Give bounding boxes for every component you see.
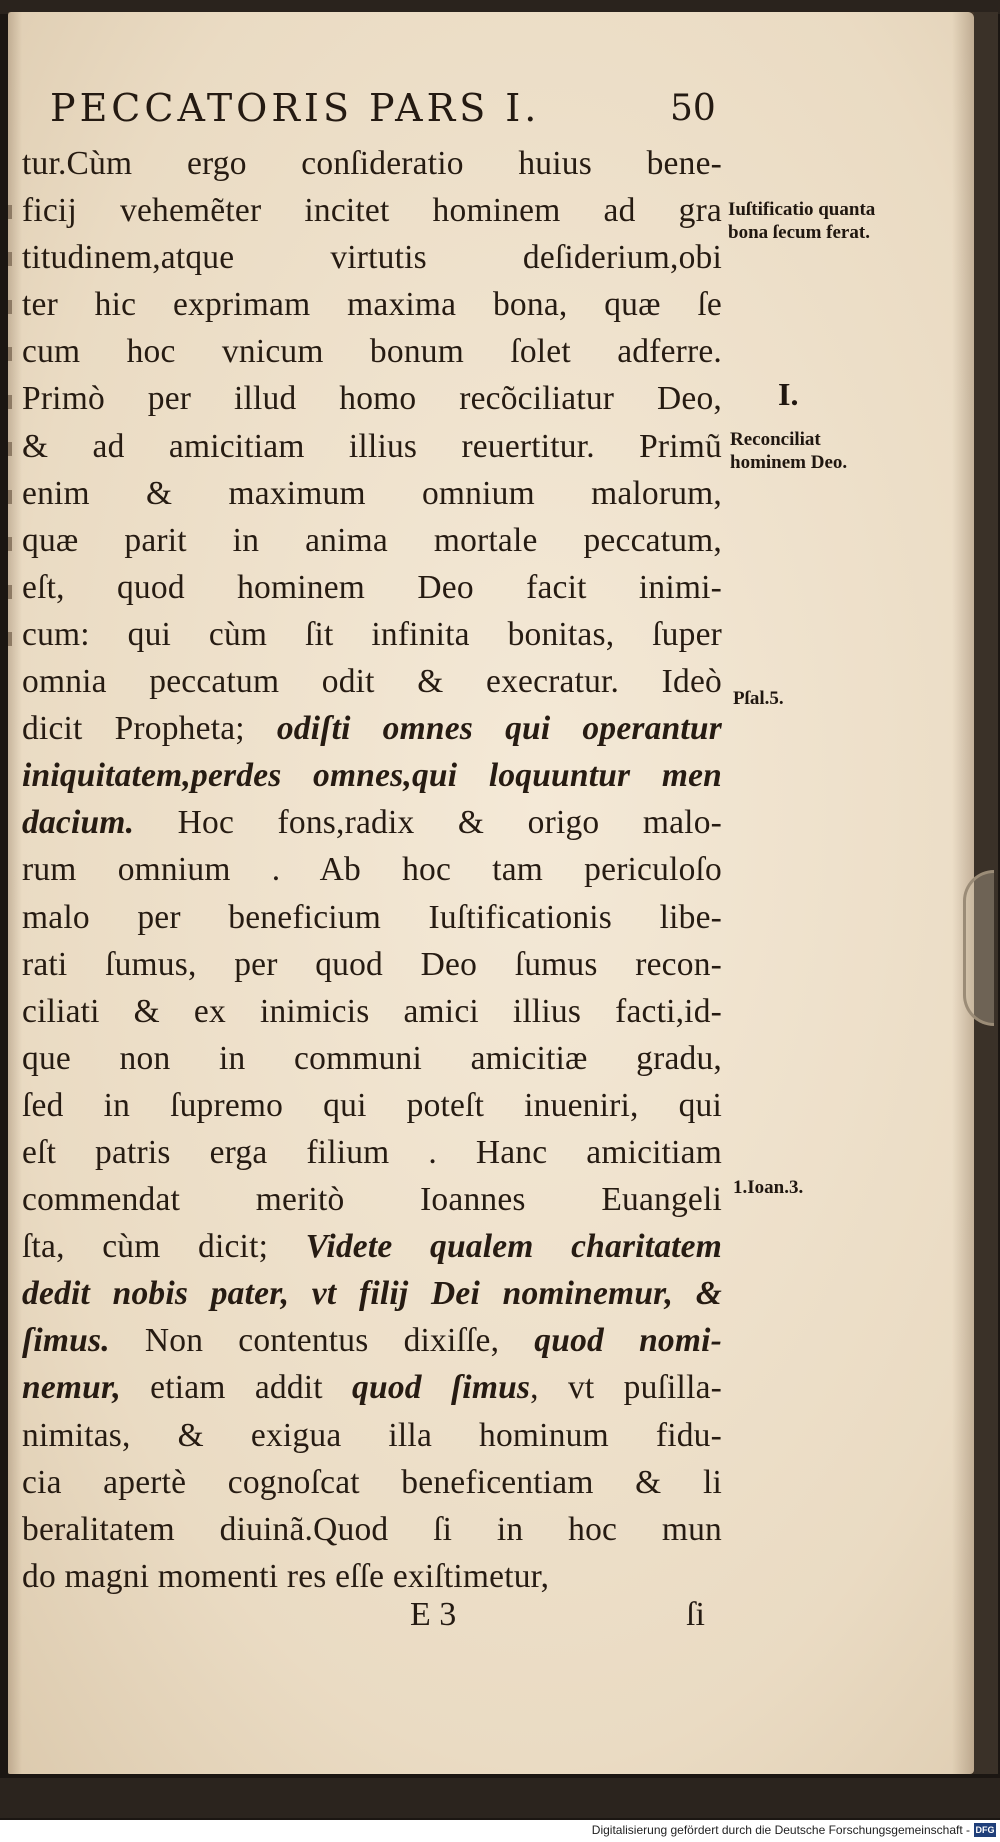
- roman-segment: ficij vehemẽter incitet hominem ad gra: [22, 192, 722, 230]
- text-line: [22, 1082, 722, 1129]
- text-line-content: [22, 375, 722, 422]
- italic-segment: dacium.: [22, 804, 135, 842]
- roman-segment: beralitatem diuinã.Quod ſi in hoc mun: [22, 1510, 722, 1548]
- roman-segment: ſta, cùm dicit;: [22, 1228, 306, 1266]
- roman-segment: quæ parit in anima mortale peccatum,: [22, 521, 722, 559]
- roman-segment: ſed in ſupremo qui poteſt inueniri, qui: [22, 1086, 722, 1124]
- italic-segment: ſimus.: [22, 1322, 110, 1360]
- text-line: [22, 281, 722, 328]
- text-line-content: [22, 1082, 722, 1129]
- roman-segment: rum omnium . Ab hoc tam periculoſo: [22, 851, 722, 889]
- italic-segment: odiſti omnes qui operantur: [276, 710, 722, 748]
- page-clip: [963, 870, 994, 1026]
- margin-note-psalm: Pſal.5.: [733, 688, 784, 709]
- roman-segment: dicit Propheta;: [22, 710, 277, 748]
- text-line-content: [22, 187, 722, 234]
- margin-mark: [8, 347, 12, 361]
- roman-segment: commendat meritò Ioannes Euangeli: [22, 1181, 722, 1219]
- text-line-content: [22, 658, 722, 705]
- text-line: [22, 140, 722, 187]
- text-line: [22, 846, 722, 893]
- text-line: [22, 1317, 722, 1364]
- margin-mark: [8, 490, 12, 504]
- roman-segment: que non in communi amicitiæ gradu,: [22, 1039, 722, 1077]
- footer-bar: [0, 1820, 1000, 1842]
- text-line-content: [22, 234, 722, 281]
- text-line: [22, 1035, 722, 1082]
- text-line-content: [22, 423, 722, 470]
- text-line-content: [22, 1412, 722, 1459]
- text-line-content: [22, 1459, 722, 1506]
- roman-segment: do magni momenti res eſſe exiſtimetur,: [22, 1557, 550, 1595]
- text-line: [22, 1506, 722, 1553]
- margin-mark: [8, 395, 12, 409]
- roman-segment: titudinem,atque virtutis deſiderium,obi: [22, 239, 722, 277]
- margin-mark: [8, 632, 12, 646]
- text-line-content: [22, 1129, 722, 1176]
- gutter-shadow: [8, 12, 22, 1774]
- text-line: [22, 658, 722, 705]
- text-line: [22, 1459, 722, 1506]
- roman-segment: cum hoc vnicum bonum ſolet adferre.: [22, 333, 722, 371]
- text-line-content: [22, 140, 722, 187]
- text-line: [22, 517, 722, 564]
- text-line-content: [22, 941, 722, 988]
- italic-segment: nemur,: [22, 1369, 121, 1407]
- roman-segment: cum: qui cùm ſit infinita bonitas, ſuper: [22, 615, 722, 653]
- margin-mark: [8, 585, 12, 599]
- text-line: [22, 564, 722, 611]
- text-line: [22, 752, 722, 799]
- roman-segment: nimitas, & exigua illa hominum fidu-: [22, 1416, 722, 1454]
- text-line-content: [22, 611, 722, 658]
- roman-segment: cia apertè cognoſcat beneficentiam & li: [22, 1463, 722, 1501]
- roman-segment: omnia peccatum odit & execratur. Ideò: [22, 663, 722, 701]
- margin-note-numeral: I.: [778, 376, 799, 412]
- text-line-content: [22, 564, 722, 611]
- text-line: [22, 470, 722, 517]
- text-line: [22, 894, 722, 941]
- text-line-content: [22, 328, 722, 375]
- margin-mark: [8, 300, 12, 314]
- text-line-content: [22, 517, 722, 564]
- text-line-content: [22, 281, 722, 328]
- text-line: [22, 187, 722, 234]
- roman-segment: Non contentus dixiſſe,: [109, 1322, 535, 1360]
- roman-segment: etiam addit: [120, 1369, 353, 1407]
- text-line-content: [22, 1223, 722, 1270]
- text-line: [22, 1176, 722, 1223]
- footer-credit: Digitalisierung gefördert durch die Deutsche Forschungsgemeinschaft -: [591, 1823, 970, 1837]
- roman-segment: & ad amicitiam illius reuertitur. Primũ: [22, 427, 722, 465]
- roman-segment: , vt puſilla-: [530, 1369, 723, 1407]
- text-line-content: [22, 846, 722, 893]
- roman-segment: malo per beneficium Iuſtificationis libe-: [22, 898, 722, 936]
- scan-bottom-edge: [0, 1778, 1000, 1818]
- text-line-content: [22, 1176, 722, 1223]
- italic-segment: quod ſimus: [352, 1369, 531, 1407]
- text-line: [22, 1270, 722, 1317]
- text-line: [22, 1364, 722, 1411]
- margin-mark: [8, 252, 12, 266]
- italic-segment: dedit nobis pater, vt filij Dei nominemur, &: [22, 1275, 722, 1313]
- text-line: [22, 799, 722, 846]
- roman-segment: Hoc fons,radix & origo malo-: [134, 804, 722, 842]
- margin-mark: [8, 442, 12, 456]
- text-line: [22, 988, 722, 1035]
- roman-segment: tur.Cùm ergo conſideratio huius bene-: [22, 145, 722, 182]
- margin-mark: [8, 537, 12, 551]
- text-line: [22, 423, 722, 470]
- italic-segment: Videte qualem charitatem: [305, 1228, 722, 1266]
- text-line-content: [22, 1506, 722, 1553]
- roman-segment: rati ſumus, per quod Deo ſumus recon-: [22, 945, 722, 983]
- text-line: [22, 705, 722, 752]
- dfg-logo-icon: DFG: [975, 1825, 995, 1835]
- text-line: [22, 375, 722, 422]
- text-line: [22, 1223, 722, 1270]
- signature-mark: E 3: [410, 1596, 457, 1633]
- text-line: [22, 328, 722, 375]
- italic-segment: iniquitatem,perdes omnes,qui loquuntur men: [22, 757, 722, 795]
- text-line-content: [22, 799, 722, 846]
- text-line: [22, 1412, 722, 1459]
- roman-segment: ciliati & ex inimicis amici illius facti,id-: [22, 992, 722, 1030]
- catchword: ſi: [686, 1596, 705, 1633]
- text-line-content: [22, 1364, 722, 1411]
- text-line-content: [22, 1553, 722, 1600]
- italic-segment: quod nomi-: [534, 1322, 722, 1360]
- roman-segment: enim & maximum omnium malorum,: [22, 474, 722, 512]
- text-line-content: [22, 752, 722, 799]
- running-head: PECCATORIS PARS I.: [50, 86, 541, 130]
- roman-segment: eſt patris erga filium . Hanc amicitiam: [22, 1133, 722, 1171]
- body-text: [22, 140, 722, 1600]
- text-line: [22, 941, 722, 988]
- roman-segment: ter hic exprimam maxima bona, quæ ſe: [22, 286, 722, 324]
- margin-note-ioan: 1.Ioan.3.: [733, 1177, 804, 1198]
- text-line-content: [22, 1270, 722, 1317]
- roman-segment: Primò per illud homo recõciliatur Deo,: [22, 380, 722, 418]
- text-line-content: [22, 1035, 722, 1082]
- page-number: 50: [670, 88, 716, 129]
- text-line: [22, 611, 722, 658]
- text-line-content: [22, 470, 722, 517]
- margin-note-reconciliat: Reconciliat hominem Deo.: [730, 429, 848, 473]
- margin-note-iustificatio: Iuſtificatio quanta bona ſecum ferat.: [728, 199, 876, 243]
- text-line-content: [22, 1317, 722, 1364]
- margin-mark: [8, 205, 12, 219]
- text-line: [22, 1553, 722, 1600]
- text-line-content: [22, 988, 722, 1035]
- text-line-content: [22, 705, 722, 752]
- text-line-content: [22, 894, 722, 941]
- roman-segment: eſt, quod hominem Deo facit inimi-: [22, 568, 722, 606]
- text-line: [22, 1129, 722, 1176]
- text-line: [22, 234, 722, 281]
